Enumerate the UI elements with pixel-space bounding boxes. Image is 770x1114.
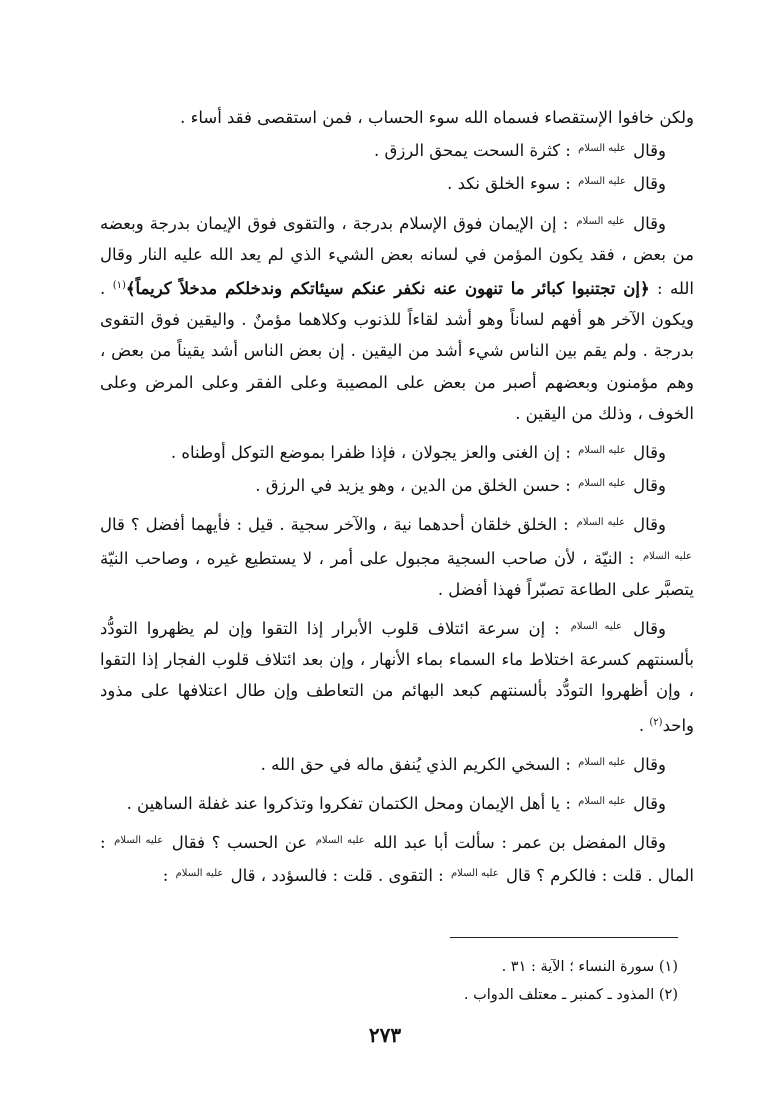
footnote-reference: (٢) xyxy=(649,716,663,728)
page-number: ٢٧٣ xyxy=(368,1023,402,1047)
text-run: : إن الإيمان فوق الإسلام بدرجة ، والتقوى فوق الإيمان بدرجة وبعضه من بعض ، فقد يكون المؤمن في لسانه بعض الشيء الذي لم يعد الله عليه النار وقال الله : xyxy=(100,213,694,299)
paragraph-p9 xyxy=(100,747,694,780)
text-run: . ويكون الآخر هو أفهم لساناً وهو أشد لقاءاً للذنوب وكلاهما مؤمنٌ . واليقين فوق التقوى بدرجة . ولم يقم بين الناس شيء أشد من اليقين . إن بعض الناس أشد يقيناً من بعض ، وهم مؤمنون وبعضهم أصبر من بعض على المصيبة وعلى الفقر وعلى المرض وعلى الخوف ، وذلك من اليقين . xyxy=(100,279,694,423)
text-run: : الخلق خلقان أحدهما نية ، والآخر سجية . قيل : فأيهما أفضل ؟ قال xyxy=(100,515,575,535)
paragraph-p7 xyxy=(100,507,694,605)
text-run: وقال xyxy=(627,443,666,463)
paragraph-p3 xyxy=(100,166,694,199)
honorific-mark: عليه السلام xyxy=(175,868,224,880)
text-run: وقال المفضل بن عمر : سألت أبا عبد الله xyxy=(366,833,666,853)
text-run: : السخي الكريم الذي يُنفق ماله في حق الله . xyxy=(260,754,577,774)
honorific-mark: عليه السلام xyxy=(450,868,499,880)
text-run: عن الحسب ؟ فقال xyxy=(165,833,314,853)
text-run: : إن الغنى والعز يجولان ، فإذا ظفرا بموضع التوكل أوطناه . xyxy=(170,443,577,463)
text-run: : يا أهل الإيمان ومحل الكتمان تفكروا وتذكروا عند غفلة الساهين . xyxy=(126,794,577,814)
text-run: ولكن خافوا الإستقصاء فسماه الله سوء الحساب ، فمن استقصى فقد أساء . xyxy=(180,108,694,127)
text-run: وقال xyxy=(627,754,666,774)
text-run: : سوء الخلق نكد . xyxy=(447,174,577,194)
footnote-2: (٢) المذود ـ كمنبر ـ معتلف الدواب . xyxy=(463,987,678,1003)
text-run: : xyxy=(162,866,174,886)
text-run: : حسن الخلق من الدين ، وهو يزيد في الرزق . xyxy=(255,476,577,496)
text-run: وقال xyxy=(627,794,666,814)
paragraph-p1 xyxy=(100,102,694,133)
paragraph-p10 xyxy=(100,786,694,819)
paragraph-p2 xyxy=(100,133,694,166)
honorific-mark: عليه السلام xyxy=(578,143,626,155)
text-run: وقال xyxy=(624,619,666,639)
footnote-divider xyxy=(450,937,678,938)
honorific-mark: عليه السلام xyxy=(578,176,626,188)
text-run: : كثرة السحت يمحق الرزق . xyxy=(374,141,577,161)
honorific-mark: عليه السلام xyxy=(578,796,626,808)
footnote-1: (١) سورة النساء ؛ الآية : ٣١ . xyxy=(501,959,678,975)
honorific-mark: عليه السلام xyxy=(578,478,626,490)
honorific-mark: عليه السلام xyxy=(114,835,164,847)
text-run: : النيّة ، لأن صاحب السجية مجبول على أمر ، لا يستطيع غيره ، وصاحب النيّة يتصبَّر على الطاعة تصبّراً فهذا أفضل . xyxy=(100,548,694,599)
footnote-reference: (١) xyxy=(112,280,126,292)
paragraph-p4 xyxy=(100,206,694,429)
honorific-mark: عليه السلام xyxy=(642,550,692,562)
honorific-mark: عليه السلام xyxy=(315,835,365,847)
paragraph-p6 xyxy=(100,468,694,501)
honorific-mark: عليه السلام xyxy=(578,756,626,768)
honorific-mark: عليه السلام xyxy=(578,445,626,457)
paragraph-p11 xyxy=(100,825,694,891)
honorific-mark: عليه السلام xyxy=(576,215,625,227)
honorific-mark: عليه السلام xyxy=(570,621,623,633)
honorific-mark: عليه السلام xyxy=(576,517,626,529)
text-run: وقال xyxy=(627,174,666,194)
text-run: وقال xyxy=(627,476,666,496)
paragraph-p8 xyxy=(100,611,694,741)
text-run: وقال xyxy=(627,213,666,233)
main-text xyxy=(100,102,694,892)
text-run: : إن سرعة ائتلاف قلوب الأبرار إذا التقوا وإن لم يظهروا التودُّد بألسنتهم كسرعة اختلاط ماء السماء بماء الأنهار ، وإن بعد ائتلاف قلوب الفجار إذا التقوا ، وإن أظهروا التودُّد بألسنتهم كبعد البهائم من التعاطف وإن طال اعتلافها على مذود واحد xyxy=(100,619,694,735)
quran-verse: ﴿إن تجتنبوا كبائر ما تنهون عنه نكفر عنكم سيئاتكم وندخلكم مدخلاً كريماً﴾ xyxy=(125,279,650,299)
text-run: : المال . قلت : فالكرم ؟ قال xyxy=(100,833,694,886)
text-run: : التقوى . قلت : فالسؤدد ، قال xyxy=(225,866,449,886)
text-run: وقال xyxy=(627,141,666,161)
text-run: وقال xyxy=(627,515,666,535)
text-run: . xyxy=(638,715,650,735)
footnotes xyxy=(178,953,678,1009)
paragraph-p5 xyxy=(100,435,694,468)
